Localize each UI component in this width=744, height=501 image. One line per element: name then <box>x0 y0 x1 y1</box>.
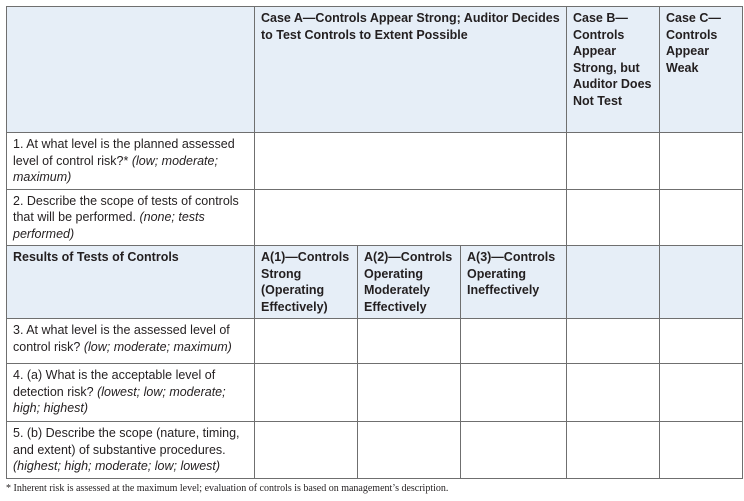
a2-answer-4[interactable] <box>358 364 461 422</box>
case-a-answer-2[interactable] <box>255 189 567 246</box>
question-2 <box>7 189 255 246</box>
question-2-text: 2. Describe the scope of tests of controls that will be performed. <box>13 193 239 224</box>
case-b-answer-2[interactable] <box>567 189 660 246</box>
case-b-header: Case B— Controls Appear Strong, but Auditor Does Not Test <box>567 7 660 133</box>
a2-answer-5[interactable] <box>358 422 461 479</box>
case-c-results-cell <box>660 246 743 319</box>
a2-answer-3[interactable] <box>358 319 461 364</box>
case-c-answer-5[interactable] <box>660 422 743 479</box>
question-1-text: 1. At what level is the planned assessed level of control risk?* <box>13 137 235 168</box>
question-5-options: (highest; high; moderate; low; lowest) <box>13 459 221 473</box>
header-corner-cell <box>7 7 255 133</box>
case-b-answer-5[interactable] <box>567 422 660 479</box>
case-b-answer-1[interactable] <box>567 133 660 190</box>
result-a1-header: A(1)—Controls Strong (Operating Effectively) <box>255 246 358 319</box>
question-4-options: (lowest; low; moderate; high; highest) <box>13 384 226 415</box>
question-3-options: (low; moderate; maximum) <box>83 339 232 354</box>
case-b-answer-3[interactable] <box>567 319 660 364</box>
case-b-answer-4[interactable] <box>567 364 660 422</box>
question-4 <box>7 364 255 422</box>
question-3 <box>7 319 255 364</box>
a3-answer-4[interactable] <box>461 364 567 422</box>
case-c-answer-3[interactable] <box>660 319 743 364</box>
a3-answer-3[interactable] <box>461 319 567 364</box>
case-c-answer-2[interactable] <box>660 189 743 246</box>
case-a-answer-1[interactable] <box>255 133 567 190</box>
question-4-text: 4. (a) What is the acceptable level of detection risk? <box>13 368 216 399</box>
case-a-header: Case A—Controls Appear Strong; Auditor Decides to Test Controls to Extent Possible <box>255 7 567 133</box>
question-5 <box>7 422 255 479</box>
question-5-text: 5. (b) Describe the scope (nature, timing, and extent) of substantive procedures. <box>13 426 240 457</box>
case-c-header: Case C— Controls Appear Weak <box>660 7 743 133</box>
a3-answer-5[interactable] <box>461 422 567 479</box>
a1-answer-3[interactable] <box>255 319 358 364</box>
question-1-options: (low; moderate; maximum) <box>13 153 218 184</box>
footnote: * Inherent risk is assessed at the maximum level; evaluation of controls is based on management’s description. <box>6 483 449 494</box>
case-c-answer-4[interactable] <box>660 364 743 422</box>
question-1 <box>7 133 255 190</box>
result-a3-header: A(3)—Controls Operating Ineffectively <box>461 246 567 319</box>
case-c-answer-1[interactable] <box>660 133 743 190</box>
results-label: Results of Tests of Controls <box>7 246 255 319</box>
question-3-text: 3. At what level is the assessed level of control risk? <box>13 323 230 354</box>
a1-answer-4[interactable] <box>255 364 358 422</box>
audit-case-table <box>6 6 743 479</box>
question-2-options: (none; tests performed) <box>13 210 205 241</box>
case-b-results-cell <box>567 246 660 319</box>
a1-answer-5[interactable] <box>255 422 358 479</box>
result-a2-header: A(2)—Controls Operating Moderately Effectively <box>358 246 461 319</box>
